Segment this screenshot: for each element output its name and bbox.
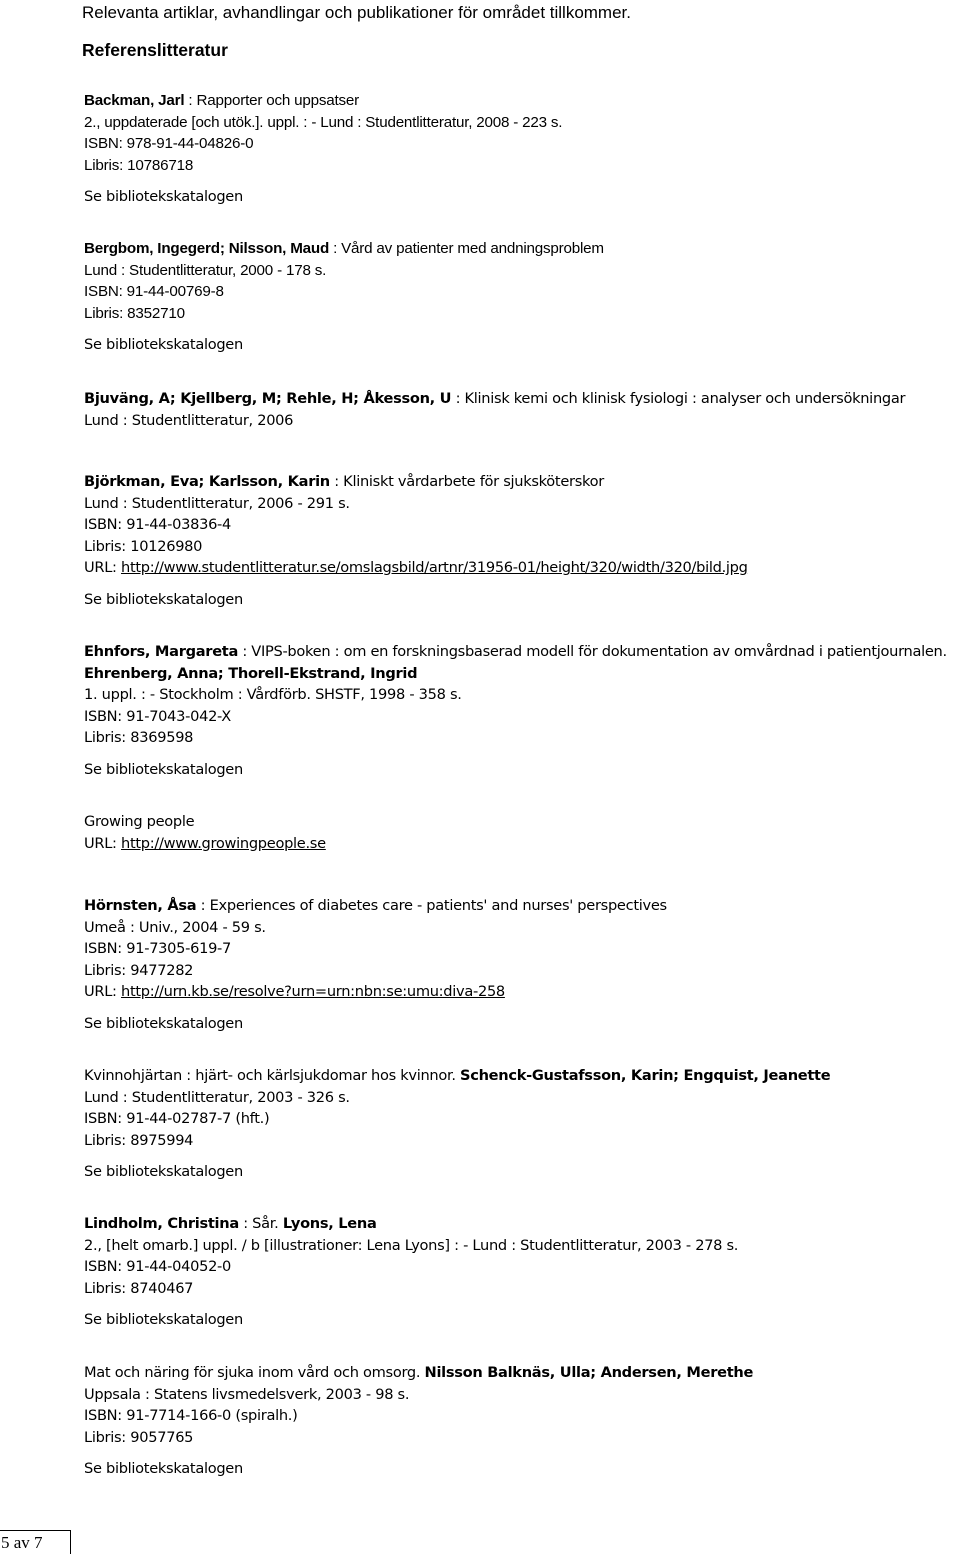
entry-title: Kvinnohjärtan : hjärt- och kärlsjukdomar hos kvinnor.: [84, 1067, 461, 1084]
entry-isbn: ISBN: 91-7043-042-X: [84, 707, 231, 725]
entry-url-line: [84, 833, 960, 855]
entry-title: : VIPS-boken : om en forskningsbaserad modell för dokumentation av omvårdnad i patientjournalen.: [238, 643, 947, 660]
entry-publication: Lund : Studentlitteratur, 2003 - 326 s.: [84, 1088, 350, 1106]
url-label: URL:: [84, 834, 122, 852]
entry-libris: Libris: 10786718: [84, 156, 194, 174]
catalog-link[interactable]: Se bibliotekskatalogen: [84, 1460, 243, 1477]
catalog-link[interactable]: Se bibliotekskatalogen: [84, 1311, 243, 1328]
entry-title-line: [84, 895, 960, 917]
catalog-link[interactable]: Se bibliotekskatalogen: [84, 188, 243, 205]
entry-title-line: [84, 388, 960, 410]
entry-authors: Ehnfors, Margareta: [84, 643, 239, 660]
entry-title-line: [84, 238, 960, 260]
entry-publication: 2., [helt omarb.] uppl. / b [illustrationer: Lena Lyons] : - Lund : Studentlitteratur, 2003 - 278 s.: [84, 1236, 739, 1254]
entry-url-line: [84, 981, 960, 1003]
entry-authors: Bjuväng, A; Kjellberg, M; Rehle, H; Åkesson, U: [84, 390, 452, 407]
section-heading: Referenslitteratur: [82, 40, 228, 60]
entry-isbn: ISBN: 91-7714-166-0 (spiralh.): [84, 1407, 298, 1424]
entry-url-link[interactable]: http://www.studentlitteratur.se/omslagsbild/artnr/31956-01/height/320/width/320/bild.jpg: [121, 559, 748, 576]
entry-title: : Klinisk kemi och klinisk fysiologi : analyser och undersökningar: [451, 390, 906, 407]
entry-isbn: ISBN: 91-44-02787-7 (hft.): [84, 1110, 270, 1127]
catalog-link[interactable]: Se bibliotekskatalogen: [84, 760, 243, 778]
entry-title: : Vård av patienter med andningsproblem: [329, 240, 604, 257]
url-label: URL:: [84, 983, 122, 1000]
entry-url-line: [84, 557, 960, 579]
entry-coauthors: Lyons, Lena: [282, 1215, 377, 1232]
entry-libris: Libris: 10126980: [84, 537, 203, 555]
reference-entry: [84, 238, 960, 355]
intro-text: Relevanta artiklar, avhandlingar och publikationer för området tillkommer.: [82, 3, 631, 22]
reference-entry: [84, 1362, 960, 1479]
entry-libris: Libris: 9477282: [84, 961, 194, 979]
entry-isbn: ISBN: 91-44-00769-8: [84, 283, 224, 300]
entry-isbn: ISBN: 91-44-03836-4: [84, 516, 232, 533]
entry-isbn: ISBN: 91-44-04052-0: [84, 1258, 232, 1275]
entry-publication: Uppsala : Statens livsmedelsverk, 2003 - 98 s.: [84, 1385, 410, 1403]
entry-isbn: ISBN: 978-91-44-04826-0: [84, 135, 254, 152]
entry-title: Mat och näring för sjuka inom vård och omsorg.: [84, 1364, 425, 1381]
reference-entry: [84, 388, 960, 431]
catalog-link[interactable]: Se bibliotekskatalogen: [84, 1163, 243, 1180]
entry-libris: Libris: 8975994: [84, 1131, 194, 1149]
catalog-link[interactable]: Se bibliotekskatalogen: [84, 336, 243, 353]
entry-url-link[interactable]: http://www.growingpeople.se: [121, 834, 326, 852]
entry-publication: Lund : Studentlitteratur, 2006 - 291 s.: [84, 494, 350, 512]
entry-authors: Schenck-Gustafsson, Karin; Engquist, Jeanette: [460, 1067, 831, 1084]
entry-publication: 1. uppl. : - Stockholm : Vårdförb. SHSTF, 1998 - 358 s.: [84, 686, 462, 703]
page-number: 5 av 7: [1, 1533, 43, 1552]
entry-title: : Sår.: [238, 1215, 283, 1232]
entry-authors: Backman, Jarl: [84, 92, 185, 109]
entry-title-line: [84, 641, 960, 663]
entry-title-line: [84, 1213, 960, 1235]
entry-libris: Libris: 8740467: [84, 1279, 194, 1297]
entry-title-line: [84, 1362, 960, 1384]
entry-authors: Bergbom, Ingegerd; Nilsson, Maud: [84, 240, 330, 257]
reference-entry: [84, 811, 960, 854]
entry-url-link[interactable]: http://urn.kb.se/resolve?urn=urn:nbn:se:umu:diva-258: [121, 983, 505, 1000]
entry-coauthors: Ehrenberg, Anna; Thorell-Ekstrand, Ingrid: [84, 664, 418, 682]
page-footer: [0, 1530, 71, 1554]
entry-title-line: [84, 1065, 960, 1087]
entry-title: : Experiences of diabetes care - patients' and nurses' perspectives: [196, 897, 667, 914]
entry-title: : Kliniskt vårdarbete för sjuksköterskor: [329, 473, 604, 490]
entry-title-line: [84, 471, 960, 493]
entry-authors: Hörnsten, Åsa: [84, 897, 197, 914]
reference-entry: [84, 1065, 960, 1182]
catalog-link[interactable]: Se bibliotekskatalogen: [84, 1014, 243, 1032]
entry-authors: Lindholm, Christina: [84, 1215, 239, 1232]
entry-libris: Libris: 8352710: [84, 304, 185, 322]
entry-libris: Libris: 9057765: [84, 1428, 194, 1446]
reference-entry: [84, 641, 960, 780]
entry-isbn: ISBN: 91-7305-619-7: [84, 940, 232, 957]
entry-libris: Libris: 8369598: [84, 729, 194, 746]
entry-publication: 2., uppdaterade [och utök.]. uppl. : - Lund : Studentlitteratur, 2008 - 223 s.: [84, 113, 563, 131]
entry-coauthors-line: [84, 663, 960, 685]
entry-authors: Björkman, Eva; Karlsson, Karin: [84, 473, 330, 490]
entry-title: : Rapporter och uppsatser: [184, 92, 360, 109]
reference-entry: [84, 1213, 960, 1330]
entry-publication: Umeå : Univ., 2004 - 59 s.: [84, 918, 266, 936]
entry-authors: Nilsson Balknäs, Ulla; Andersen, Merethe: [424, 1364, 754, 1381]
reference-entry: [84, 471, 960, 610]
reference-entry: [84, 90, 960, 207]
catalog-link[interactable]: Se bibliotekskatalogen: [84, 590, 243, 608]
entry-publication: Lund : Studentlitteratur, 2006: [84, 411, 294, 429]
entry-title-plain: Growing people: [84, 813, 195, 830]
reference-entry: [84, 895, 960, 1034]
url-label: URL:: [84, 559, 122, 576]
entry-title-line: [84, 90, 960, 112]
entry-publication: Lund : Studentlitteratur, 2000 - 178 s.: [84, 261, 327, 279]
